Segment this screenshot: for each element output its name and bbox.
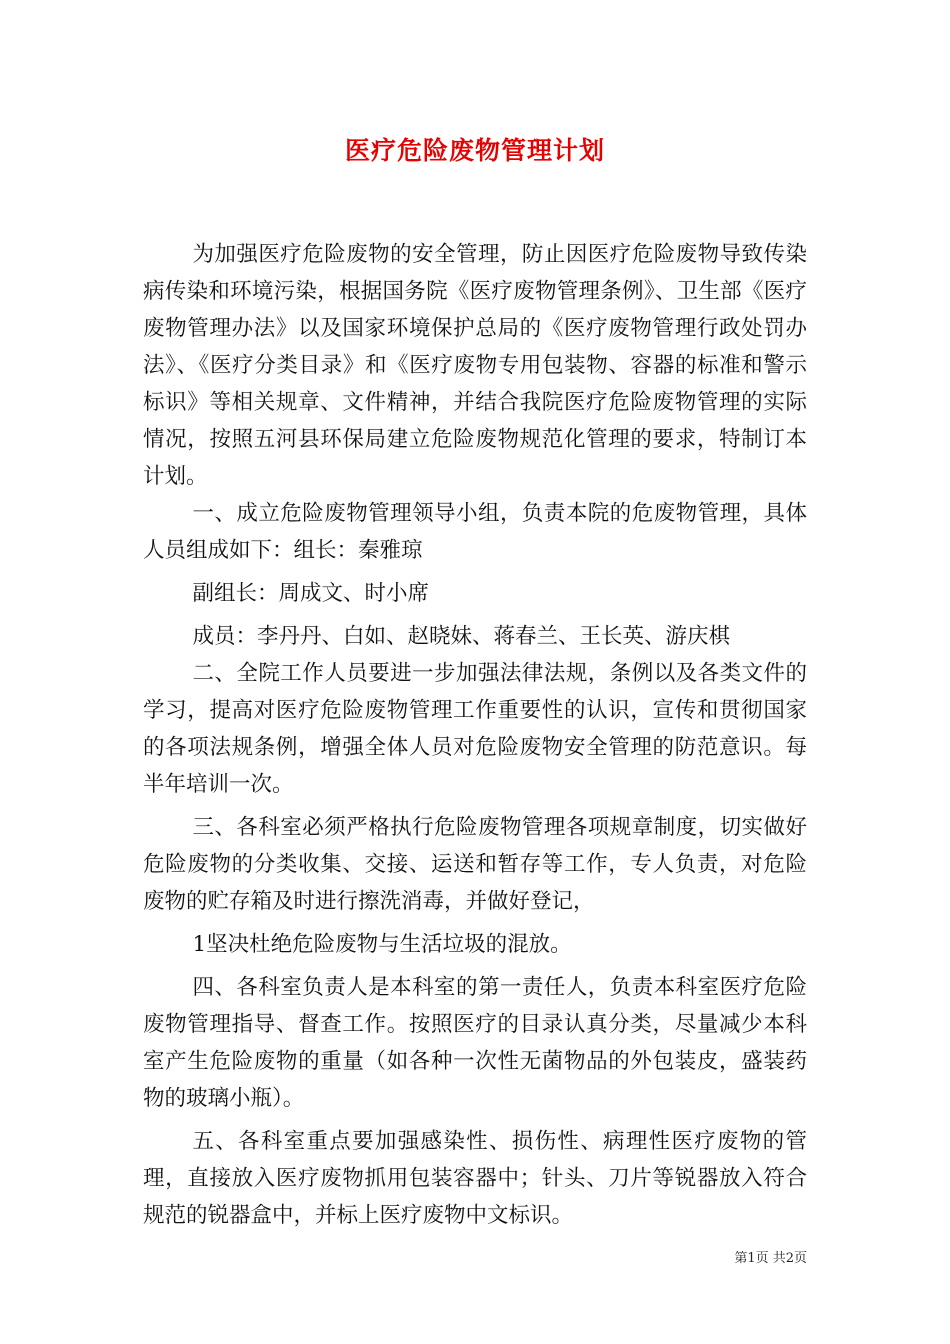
paragraph-item-1: 1坚决杜绝危险废物与生活垃圾的混放。 — [192, 932, 572, 957]
paragraph-members: 成员：李丹丹、白如、赵晓妹、蒋春兰、王长英、游庆棋 — [192, 624, 730, 649]
paragraph-section-4: 四、各科室负责人是本科室的第一责任人，负责本科室医疗危险废物管理指导、督查工作。按照医疗的目录认真分类，尽量减少本科室产生危险废物的重量（如各种一次性无菌物品的外包装皮，盛装药物的玻璃小瓶）。 — [143, 975, 807, 1111]
paragraph-section-3: 三、各科室必须严格执行危险废物管理各项规章制度，切实做好危险废物的分类收集、交接、运送和暂存等工作，专人负责，对危险废物的贮存箱及时进行擦洗消毒，并做好登记， — [143, 815, 807, 914]
paragraph-section-5: 五、各科室重点要加强感染性、损伤性、病理性医疗废物的管理，直接放入医疗废物抓用包装容器中；针头、刀片等锐器放入符合规范的锐器盒中，并标上医疗废物中文标识。 — [143, 1129, 807, 1228]
paragraph-section-2: 二、全院工作人员要进一步加强法律法规，条例以及各类文件的学习，提高对医疗危险废物管理工作重要性的认识，宣传和贯彻国家的各项法规条例，增强全体人员对危险废物安全管理的防范意识。每半年培训一次。 — [143, 661, 807, 797]
paragraph-deputy-leaders: 副组长：周成文、时小席 — [192, 581, 429, 606]
page-number-footer: 第1页 共2页 — [734, 1251, 807, 1266]
document-title: 医疗危险废物管理计划 — [344, 136, 605, 165]
paragraph-section-1: 一、成立危险废物管理领导小组，负责本院的危废物管理，具体人员组成如下：组长：秦雅琼 — [143, 501, 807, 563]
paragraph-intro: 为加强医疗危险废物的安全管理，防止因医疗危险废物导致传染病传染和环境污染，根据国务院《医疗废物管理条例》、卫生部《医疗废物管理办法》以及国家环境保护总局的《医疗废物管理行政处罚办法》、《医疗分类目录》和《医疗废物专用包装物、容器的标准和警示标识》等相关规章、文件精神，并结合我院医疗危险废物管理的实际情况，按照五河县环保局建立危险废物规范化管理的要求，特制订本计划。 — [143, 242, 807, 489]
document-body — [143, 236, 807, 1234]
